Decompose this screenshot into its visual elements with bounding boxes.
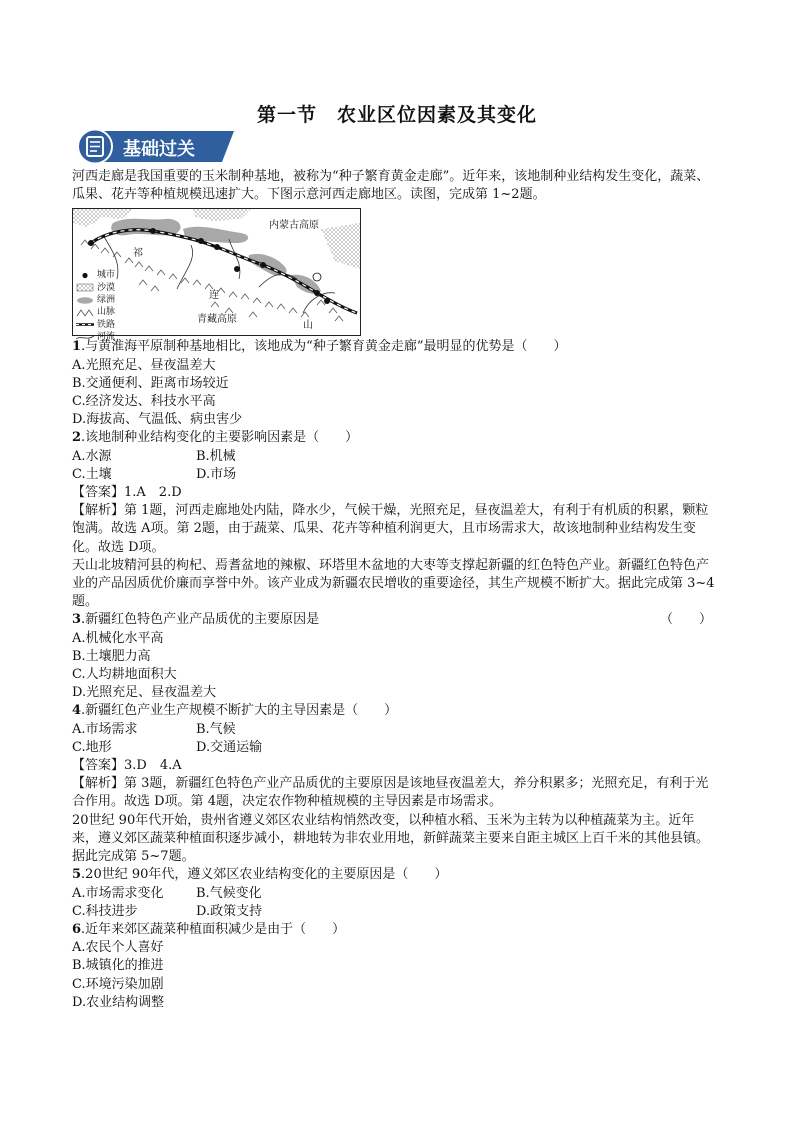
intro-paragraph-3: 20世纪 90年代开始，贵州省遵义郊区农业结构悄然改变，以种植水稻、玉米为主转为以种植蔬菜为主。近年来，遵义郊区蔬菜种植面积逐步减小，耕地转为非农业用地，新鲜蔬菜主要来自距主城区上百千米的其他县镇。据此完成第 5~7题。 — [72, 812, 710, 865]
q2-option-c: C.土壤 — [72, 466, 112, 482]
q4-options-row-2 — [72, 739, 720, 757]
q3-option-a: A.机械化水平高 — [72, 630, 164, 646]
map-label-qinghai-tibet: 青藏高原 — [197, 314, 237, 326]
map-legend — [75, 269, 131, 343]
desert-area — [321, 223, 360, 269]
page-title: 第一节 农业区位因素及其变化 — [256, 104, 537, 126]
q2-option-b: B.机械 — [196, 448, 236, 464]
answer-1-2: 【答案】1.A 2.D — [72, 485, 182, 501]
intro-paragraph-1: 河西走廊是我国重要的玉米制种基地，被称为“种子繁育黄金走廊”。近年来，该地制种业结构发生变化，蔬菜、瓜果、花卉等种植规模迅速扩大。下图示意河西走廊地区。读图，完成第 1~2题。 — [72, 169, 710, 203]
question-3: 3.新疆红色特色产业产品质优的主要原因是 （ ） — [72, 612, 712, 628]
explanation-3-4: 【解析】第 3题，新疆红色特色产业产品质优的主要原因是该地昼夜温差大，养分积累多；光照充足，有利于光合作用。故选 D项。第 4题，决定农作物种植规模的主导因素是市场需求。 — [72, 776, 709, 810]
q4-option-d: D.交通运输 — [196, 739, 263, 755]
q6-option-b: B.城镇化的推进 — [72, 958, 164, 974]
hexi-corridor-map — [72, 208, 361, 342]
question-content — [72, 168, 720, 1012]
map-label-inner-mongolia: 内蒙古高原 — [269, 220, 319, 232]
desert-icon — [75, 283, 95, 292]
question-6: 6.近年来郊区蔬菜种植面积减少是由于（ ） — [72, 921, 346, 937]
q5-option-c: C.科技进步 — [72, 903, 138, 919]
q4-option-b: B.气候 — [196, 721, 236, 737]
q3-option-b: B.土壤肥力高 — [72, 648, 151, 664]
question-4: 4.新疆红色产业生产规模不断扩大的主导因素是（ ） — [72, 703, 398, 719]
legend-oasis: 绿洲 — [75, 294, 131, 306]
answer-3-4: 【答案】3.D 4.A — [72, 758, 182, 774]
section-banner-label: 基础过关 — [123, 139, 195, 160]
q2-option-a: A.水源 — [72, 448, 112, 464]
legend-city: 城市 — [75, 269, 131, 281]
desert-area — [193, 209, 251, 221]
map-label-shan: 山 — [303, 320, 313, 332]
q5-options-row-1 — [72, 885, 720, 903]
river-icon — [75, 333, 95, 342]
intro-paragraph-2: 天山北坡精河县的枸杞、焉耆盆地的辣椒、环塔里木盆地的大枣等支撑起新疆的红色特色产业。新疆红色特色产业的产品因质优价廉而享誉中外。该产业成为新疆农民增收的重要途径，其生产规模不断扩大。据此完成第 3~4题。 — [72, 557, 715, 610]
map-label-lian: 连 — [209, 290, 219, 302]
q6-option-d: D.农业结构调整 — [72, 994, 165, 1010]
q5-option-a: A.市场需求变化 — [72, 885, 164, 901]
q3-option-c: C.人均耕地面积大 — [72, 667, 177, 683]
legend-mountain: 山脉 — [75, 306, 131, 318]
question-5: 5.20世纪 90年代，遵义郊区农业结构变化的主要原因是（ ） — [72, 867, 448, 883]
q2-option-d: D.市场 — [196, 466, 237, 482]
q1-option-c: C.经济发达、科技水平高 — [72, 394, 216, 410]
q2-options-row-1 — [72, 448, 720, 466]
q4-option-c: C.地形 — [72, 739, 112, 755]
explanation-1-2: 【解析】第 1题，河西走廊地处内陆，降水少，气候干燥，光照充足，昼夜温差大，有利于有机质的积累，颗粒饱满。故选 A项。第 2题，由于蔬菜、瓜果、花卉等种植利润更大，且市场需求大，故该地制种业结构发生变化。故选 D项。 — [72, 503, 709, 555]
q3-option-d: D.光照充足、昼夜温差大 — [72, 685, 217, 701]
question-1: 1.与黄淮海平原制种基地相比，该地成为“种子繁育黄金走廊”最明显的优势是（ ） — [72, 339, 567, 355]
oasis-icon — [75, 296, 95, 305]
legend-railway: 铁路 — [75, 319, 131, 331]
q4-option-a: A.市场需求 — [72, 721, 138, 737]
question-2: 2.该地制种业结构变化的主要影响因素是（ ） — [72, 430, 359, 446]
q1-option-a: A.光照充足、昼夜温差大 — [72, 357, 216, 373]
legend-desert: 沙漠 — [75, 282, 131, 294]
map-label-qi: 祁 — [133, 248, 143, 260]
q4-options-row-1 — [72, 721, 720, 739]
q1-option-b: B.交通便利、距离市场较近 — [72, 375, 229, 391]
q5-option-b: B.气候变化 — [196, 885, 262, 901]
q6-option-c: C.环境污染加剧 — [72, 976, 164, 992]
legend-river: 河流 — [75, 331, 131, 343]
q1-option-d: D.海拔高、气温低、病虫害少 — [72, 412, 243, 428]
q5-option-d: D.政策支持 — [196, 903, 263, 919]
city-icon — [75, 271, 95, 280]
q5-options-row-2 — [72, 903, 720, 921]
city-marker-ring — [313, 273, 321, 281]
mountain-icon — [75, 308, 95, 317]
q6-option-a: A.农民个人喜好 — [72, 940, 164, 956]
q2-options-row-2 — [72, 466, 720, 484]
railway-icon — [75, 320, 95, 329]
